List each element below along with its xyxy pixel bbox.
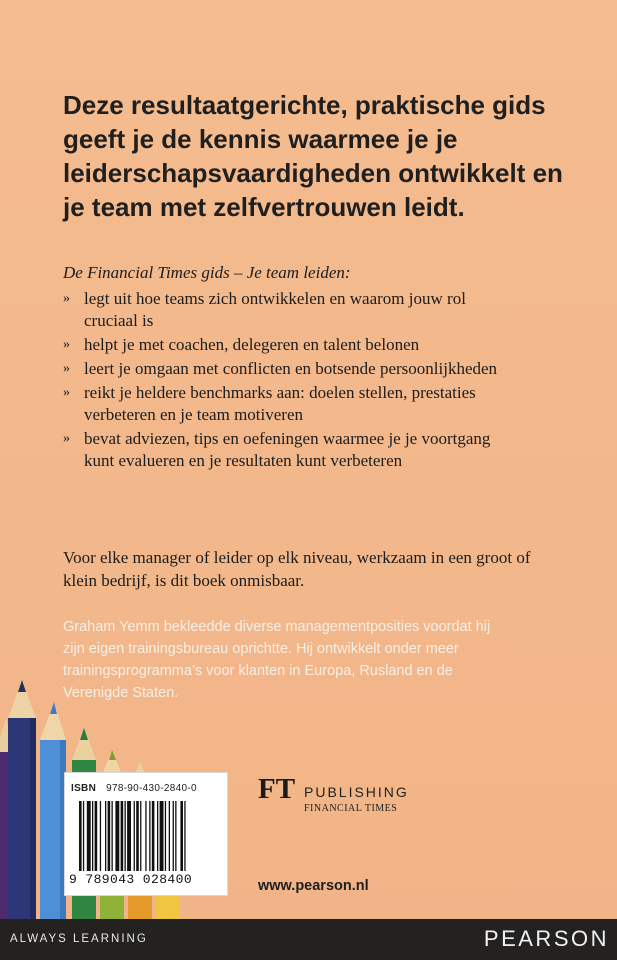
barcode-bars [79, 801, 223, 871]
ft-financial-times-text: FINANCIAL TIMES [304, 803, 398, 814]
ft-mark: FT [258, 773, 296, 805]
bullet-text: helpt je met coachen, delegeren en talent belonen [84, 335, 420, 354]
bullet-mark: » [63, 431, 70, 446]
bullet-mark: » [63, 361, 70, 376]
list-item [63, 358, 523, 380]
bullet-list [63, 288, 523, 474]
isbn-label: ISBN [71, 783, 97, 794]
bullet-mark: » [63, 291, 70, 306]
isbn-number: 978-90-430-2840-0 [106, 783, 197, 794]
list-item [63, 334, 523, 356]
bullet-text: leert je omgaan met conflicten en botsende persoonlijkheden [84, 359, 498, 378]
author-bio: Graham Yemm bekleedde diverse managementposities voordat hij zijn eigen trainingsbureau oprichtte. Hij ontwikkelt onder meer trainingsprogramma’s voor klanten in Europa, Rusland en de Verenigde Staten. [63, 619, 491, 701]
list-item [63, 382, 523, 426]
ft-publishing-text: PUBLISHING [304, 784, 409, 800]
barcode-digits: 9 789043 028400 [69, 872, 193, 887]
bullet-mark: » [63, 385, 70, 400]
ft-publishing-logo [258, 773, 409, 814]
list-item [63, 288, 523, 332]
isbn [71, 783, 197, 794]
intro-line: De Financial Times gids – Je team leiden: [63, 263, 351, 282]
headline: Deze resultaatgerichte, praktische gids geeft je de kennis waarmee je je leiderschapsvaardigheden ontwikkelt en je team met zelfvertrouwen leidt. [63, 90, 563, 222]
barcode-label [64, 772, 228, 896]
bullet-text: bevat adviezen, tips en oefeningen waarmee je je voortgang kunt evalueren en je resultaten kunt verbeteren [84, 429, 491, 470]
bullet-mark: » [63, 337, 70, 352]
footer-tagline: ALWAYS LEARNING [10, 933, 148, 945]
publisher-brand: PEARSON [483, 926, 609, 951]
bullet-text: legt uit hoe teams zich ontwikkelen en waarom jouw rol cruciaal is [84, 289, 466, 330]
website-url: www.pearson.nl [258, 878, 369, 894]
list-item [63, 428, 523, 472]
closing-statement: Voor elke manager of leider op elk niveau, werkzaam in een groot of klein bedrijf, is dit boek onmisbaar. [63, 548, 531, 590]
bullet-text: reikt je heldere benchmarks aan: doelen stellen, prestaties verbeteren en je team motiveren [84, 383, 476, 424]
footer-bar [0, 919, 617, 960]
